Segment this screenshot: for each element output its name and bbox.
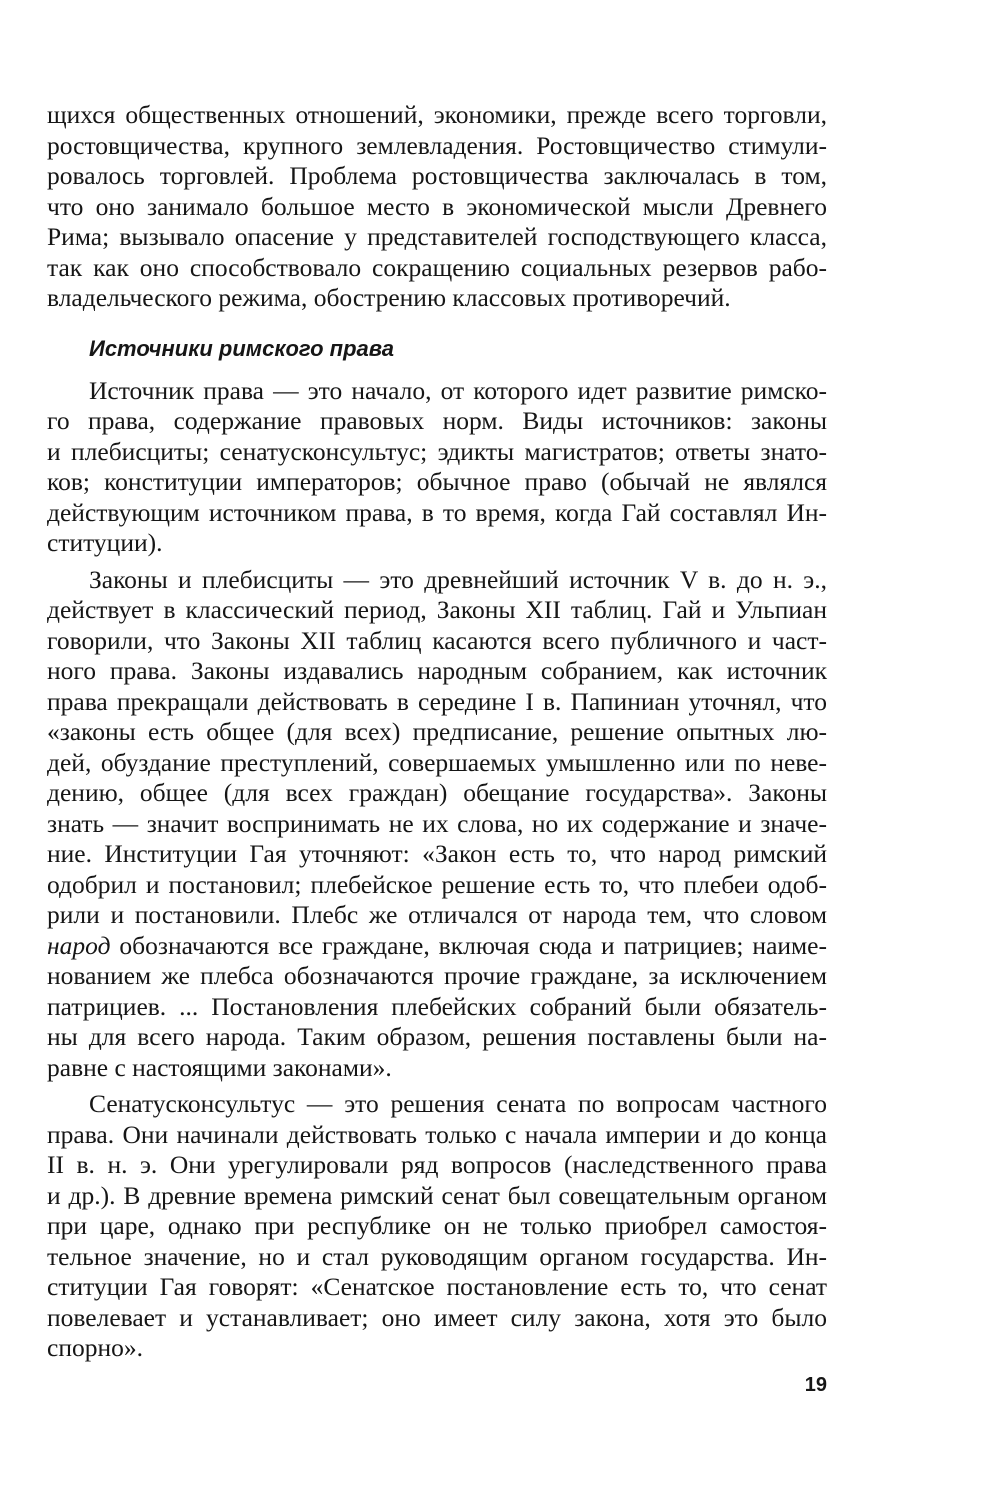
text-line: равне с настоящими законами». <box>47 1052 392 1082</box>
text-line: ституции). <box>47 528 163 557</box>
text-line: ростовщичества, крупного землевладения. Ростовщичество стимули- <box>47 130 827 160</box>
text-line: действующим источником права, в то время, когда Гай составлял Ин- <box>47 497 827 527</box>
text-line: патрициев. ... Постановления плебейских собраний были обязатель- <box>47 991 827 1021</box>
text-line: владельческого режима, обострению классовых противоречий. <box>47 283 731 312</box>
page-body <box>47 100 827 1364</box>
text-line: ков; конституции императоров; обычное право (обычай не являлся <box>47 467 827 496</box>
text-line: права. Они начинали действовать только с начала империи и до конца <box>47 1119 827 1149</box>
paragraph-usury <box>47 100 827 314</box>
text-line: знать — значит воспринимать не их слова, но их содержание и значе- <box>47 808 827 838</box>
text-line: ституции Гая говорят: «Сенатское постановление есть то, что сенат <box>47 1272 827 1301</box>
text-line: ны для всего народа. Таким образом, решения поставлены были на- <box>47 1022 827 1051</box>
paragraph-sources <box>47 376 827 559</box>
text-line: ние. Институции Гая уточняют: «Закон есть то, что народ римский <box>47 839 827 868</box>
text-line: говорили, что Законы XII таблиц касаются всего публичного и част- <box>47 625 827 655</box>
text-fragment: обозначаются все граждане, включая сюда и патрициев; наиме- <box>110 930 827 960</box>
paragraph-senatus <box>47 1089 827 1364</box>
text-line: спорно». <box>47 1333 143 1362</box>
text-line: при царе, однако при республике он не только приобрел самостоя- <box>47 1211 827 1240</box>
text-line: рили и постановили. Плебс же отличался от народа тем, что словом <box>47 900 827 929</box>
text-line: действует в классический период, Законы XII таблиц. Гай и Ульпиан <box>47 595 827 624</box>
text-line: права прекращали действовать в середине I в. Папиниан уточнял, что <box>47 686 827 716</box>
page-number: 19 <box>804 1374 827 1396</box>
text-line: Источник права — это начало, от которого идет развитие римско- <box>89 375 827 405</box>
text-line: II в. н. э. Они урегулировали ряд вопросов (наследственного права <box>47 1150 827 1179</box>
text-line: Рима; вызывало опасение у представителей господствующего класса, <box>47 222 827 251</box>
text-line: нованием же плебса обозначаются прочие граждане, за исключением <box>47 961 827 990</box>
text-line: одобрил и постановил; плебейское решение есть то, что плебеи одоб- <box>47 869 827 899</box>
paragraph-laws <box>47 565 827 1084</box>
text-line: повелевает и устанавливает; оно имеет силу закона, хотя это было <box>47 1302 827 1332</box>
text-line: тельное значение, но и стал руководящим органом государства. Ин- <box>47 1241 827 1271</box>
section-heading: Источники римского права <box>89 335 394 361</box>
text-line: и др.). В древние времена римский сенат был совещательным органом <box>47 1180 827 1210</box>
text-line: го права, содержание правовых норм. Виды источников: законы <box>47 406 827 435</box>
text-line: Законы и плебисциты — это древнейший источник V в. до н. э., <box>89 564 827 594</box>
text-line: щихся общественных отношений, экономики, прежде всего торговли, <box>47 100 827 129</box>
text-line: так как оно способствовало сокращению социальных резервов рабо- <box>47 252 827 282</box>
text-line: Сенатусконсультус — это решения сената по вопросам частного <box>89 1089 827 1118</box>
text-line: дей, обуздание преступлений, совершаемых умышленно или по неве- <box>47 747 827 777</box>
text-line: что оно занимало большое место в экономической мысли Древнего <box>47 191 827 221</box>
text-line: ного права. Законы издавались народным собранием, как источник <box>47 656 827 685</box>
text-line: ровалось торговлей. Проблема ростовщичества заключалась в том, <box>47 161 827 190</box>
italic-term: народ <box>47 930 111 960</box>
text-line: дению, общее (для всех граждан) обещание государства». Законы <box>47 778 827 807</box>
text-line: и плебисциты; сенатусконсультус; эдикты магистратов; ответы знато- <box>47 436 827 466</box>
text-line: «законы есть общее (для всех) предписание, решение опытных лю- <box>47 717 827 746</box>
text-line-with-italic <box>47 931 827 962</box>
